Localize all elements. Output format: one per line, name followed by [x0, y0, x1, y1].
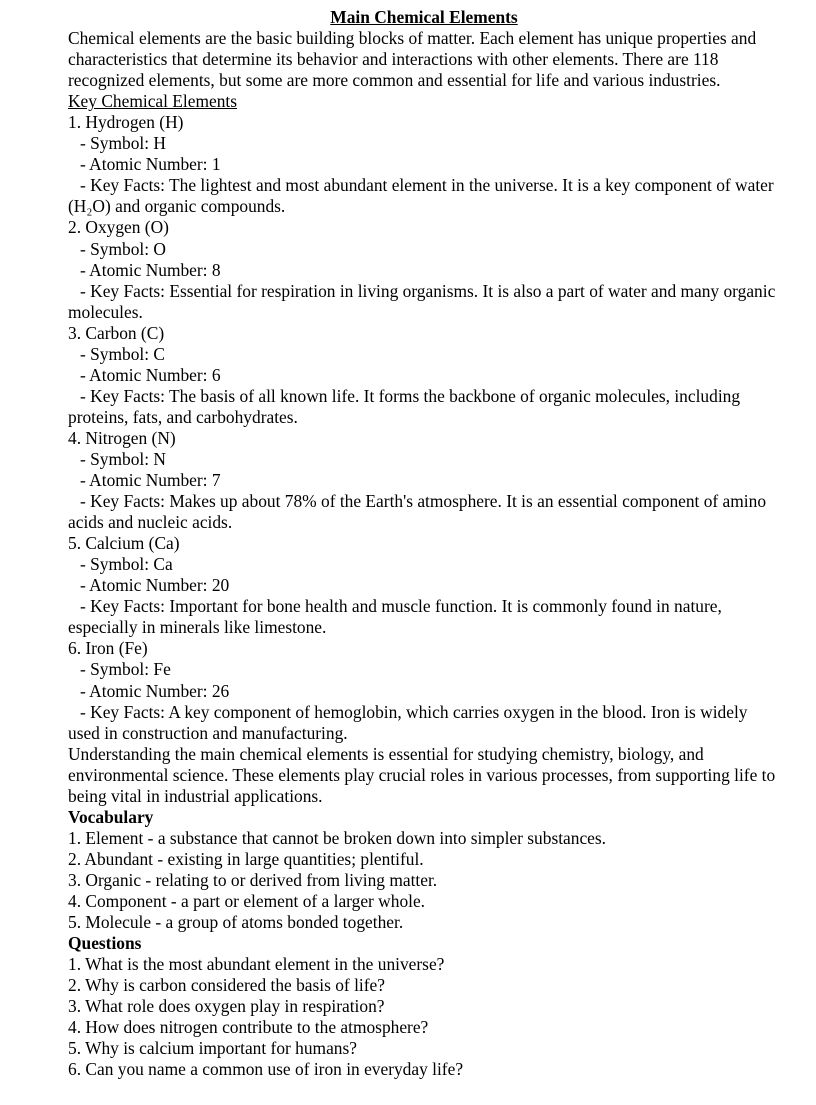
- element-heading: 2. Oxygen (O): [68, 217, 169, 238]
- element-symbol: - Symbol: H: [80, 133, 166, 154]
- vocabulary-item: 2. Abundant - existing in large quantities; plentiful.: [68, 848, 424, 869]
- element-key-facts: - Key Facts: Makes up about 78% of the Earth's atmosphere. It is an essential component of amino acids and nucleic acids.: [68, 491, 767, 533]
- element-atomic-number: - Atomic Number: 1: [80, 154, 221, 175]
- key-elements-heading: Key Chemical Elements: [68, 91, 238, 112]
- element-key-facts: - Key Facts: A key component of hemoglobin, which carries oxygen in the blood. Iron is widely used in construction and manufacturing.: [68, 701, 748, 743]
- vocabulary-item: 3. Organic - relating to or derived from living matter.: [68, 869, 438, 890]
- element-key-facts: - Key Facts: The basis of all known life. It forms the backbone of organic molecules, including proteins, fats, and carbohydrates.: [68, 385, 741, 427]
- element-entry-oxygen: [68, 217, 780, 322]
- element-entry-iron: [68, 638, 780, 743]
- element-heading: 1. Hydrogen (H): [68, 112, 184, 133]
- element-entry-calcium: [68, 533, 780, 638]
- element-key-facts: - Key Facts: The lightest and most abundant element in the universe. It is a key component of water (H₂O) and organic compounds.: [68, 175, 774, 217]
- element-entry-nitrogen: [68, 428, 780, 533]
- element-atomic-number: - Atomic Number: 20: [80, 575, 230, 596]
- intro-paragraph: Chemical elements are the basic building blocks of matter. Each element has unique properties and characteristics that determine its behavior and interactions with other elements. There are 118 recognized elements, but some are more common and essential for life and various industries.: [68, 28, 757, 91]
- element-symbol: - Symbol: O: [80, 238, 166, 259]
- question-item: 5. Why is calcium important for humans?: [68, 1038, 357, 1059]
- document-title: Main Chemical Elements: [330, 7, 518, 27]
- questions-list: [68, 954, 780, 1080]
- element-key-facts: - Key Facts: Important for bone health and muscle function. It is commonly found in nature, especially in minerals like limestone.: [68, 596, 722, 638]
- element-key-facts: - Key Facts: Essential for respiration in living organisms. It is also a part of water and many organic molecules.: [68, 280, 776, 322]
- element-symbol: - Symbol: Ca: [80, 554, 173, 575]
- element-atomic-number: - Atomic Number: 8: [80, 259, 221, 280]
- element-heading: 4. Nitrogen (N): [68, 427, 176, 448]
- vocabulary-list: [68, 828, 780, 933]
- document-page: [68, 7, 780, 1080]
- element-symbol: - Symbol: Fe: [80, 659, 171, 680]
- vocabulary-item: 1. Element - a substance that cannot be broken down into simpler substances.: [68, 827, 607, 848]
- element-atomic-number: - Atomic Number: 26: [80, 680, 230, 701]
- question-item: 1. What is the most abundant element in the universe?: [68, 954, 445, 975]
- element-heading: 3. Carbon (C): [68, 322, 165, 343]
- element-heading: 6. Iron (Fe): [68, 638, 148, 659]
- conclusion-paragraph: Understanding the main chemical elements is essential for studying chemistry, biology, and environmental science. These elements play crucial roles in various processes, from supporting life to being vital in industrial applications.: [68, 743, 776, 806]
- vocabulary-item: 4. Component - a part or element of a larger whole.: [68, 890, 426, 911]
- question-item: 4. How does nitrogen contribute to the atmosphere?: [68, 1017, 429, 1038]
- question-item: 6. Can you name a common use of iron in everyday life?: [68, 1059, 464, 1080]
- element-entry-carbon: [68, 323, 780, 428]
- questions-heading: Questions: [68, 933, 142, 954]
- element-symbol: - Symbol: C: [80, 343, 166, 364]
- element-atomic-number: - Atomic Number: 6: [80, 364, 221, 385]
- vocabulary-heading: Vocabulary: [68, 806, 154, 827]
- vocabulary-item: 5. Molecule - a group of atoms bonded together.: [68, 912, 404, 933]
- question-item: 2. Why is carbon considered the basis of life?: [68, 975, 385, 996]
- question-item: 3. What role does oxygen play in respiration?: [68, 996, 385, 1017]
- element-entry-hydrogen: [68, 112, 780, 217]
- element-heading: 5. Calcium (Ca): [68, 533, 180, 554]
- element-symbol: - Symbol: N: [80, 448, 166, 469]
- element-atomic-number: - Atomic Number: 7: [80, 470, 221, 491]
